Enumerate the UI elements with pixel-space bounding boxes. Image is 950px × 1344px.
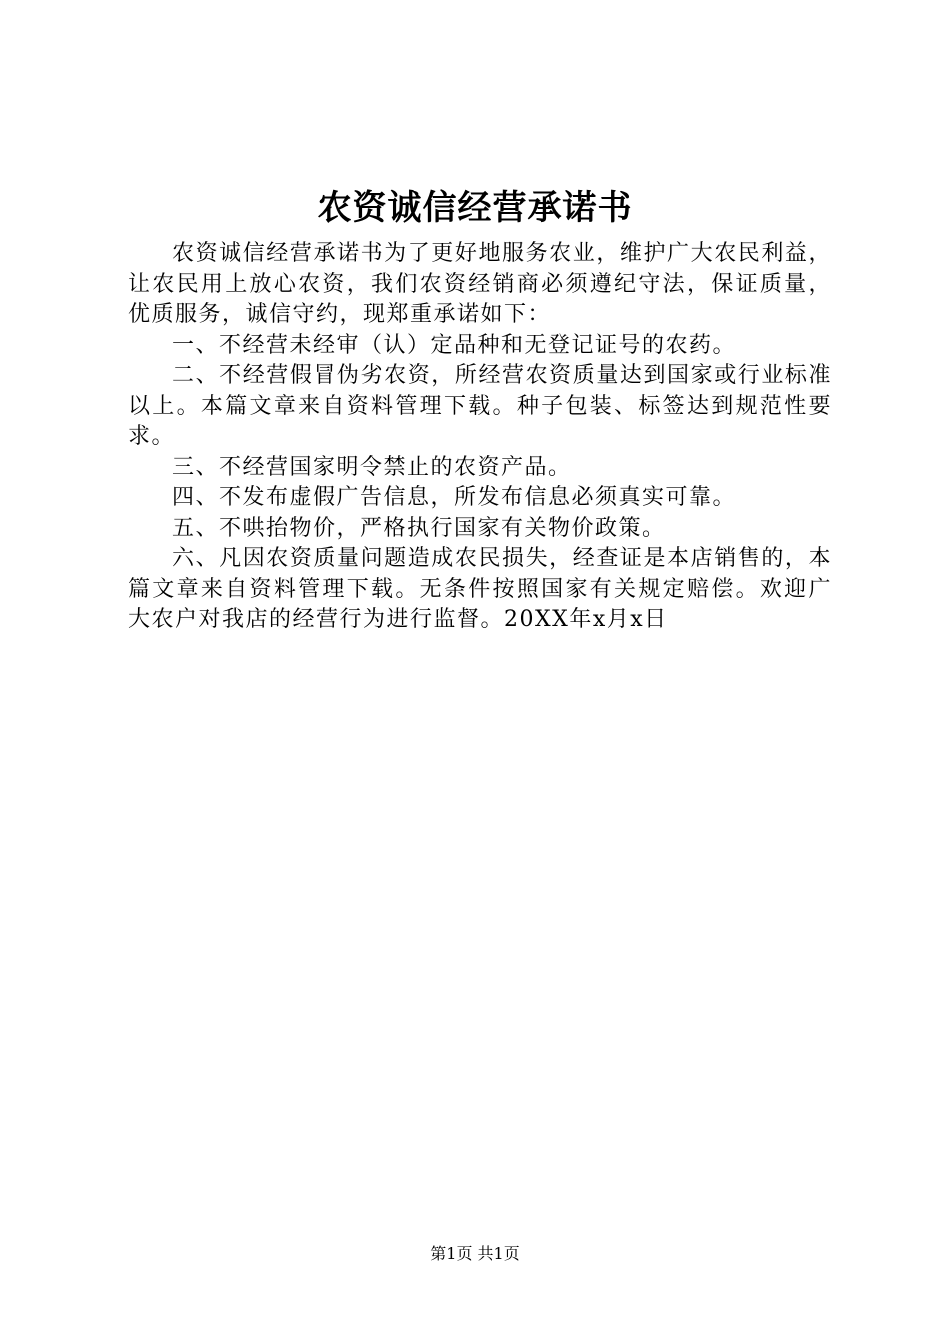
paragraph-item-2: 二、不经营假冒伪劣农资，所经营农资质量达到国家或行业标准以上。本篇文章来自资料管理下载。种子包装、标签达到规范性要求。: [128, 363, 832, 449]
document-body: [128, 239, 832, 636]
page-number-footer: 第1页 共1页: [430, 1244, 520, 1263]
paragraph-item-6: 六、凡因农资质量问题造成农民损失，经查证是本店销售的，本篇文章来自资料管理下载。无条件按照国家有关规定赔偿。欢迎广大农户对我店的经营行为进行监督。20XX年x月x日: [128, 546, 832, 632]
paragraph-intro: 农资诚信经营承诺书为了更好地服务农业，维护广大农民利益，让农民用上放心农资，我们农资经销商必须遵纪守法，保证质量，优质服务，诚信守约，现郑重承诺如下：: [128, 241, 832, 327]
paragraph-item-4: 四、不发布虚假广告信息，所发布信息必须真实可靠。: [172, 485, 737, 510]
paragraph-item-5: 五、不哄抬物价，严格执行国家有关物价政策。: [172, 515, 666, 541]
document-title: 农资诚信经营承诺书: [317, 188, 633, 228]
paragraph-item-1: 一、不经营未经审（认）定品种和无登记证号的农药。: [172, 332, 737, 358]
paragraph-item-3: 三、不经营国家明令禁止的农资产品。: [172, 454, 572, 480]
